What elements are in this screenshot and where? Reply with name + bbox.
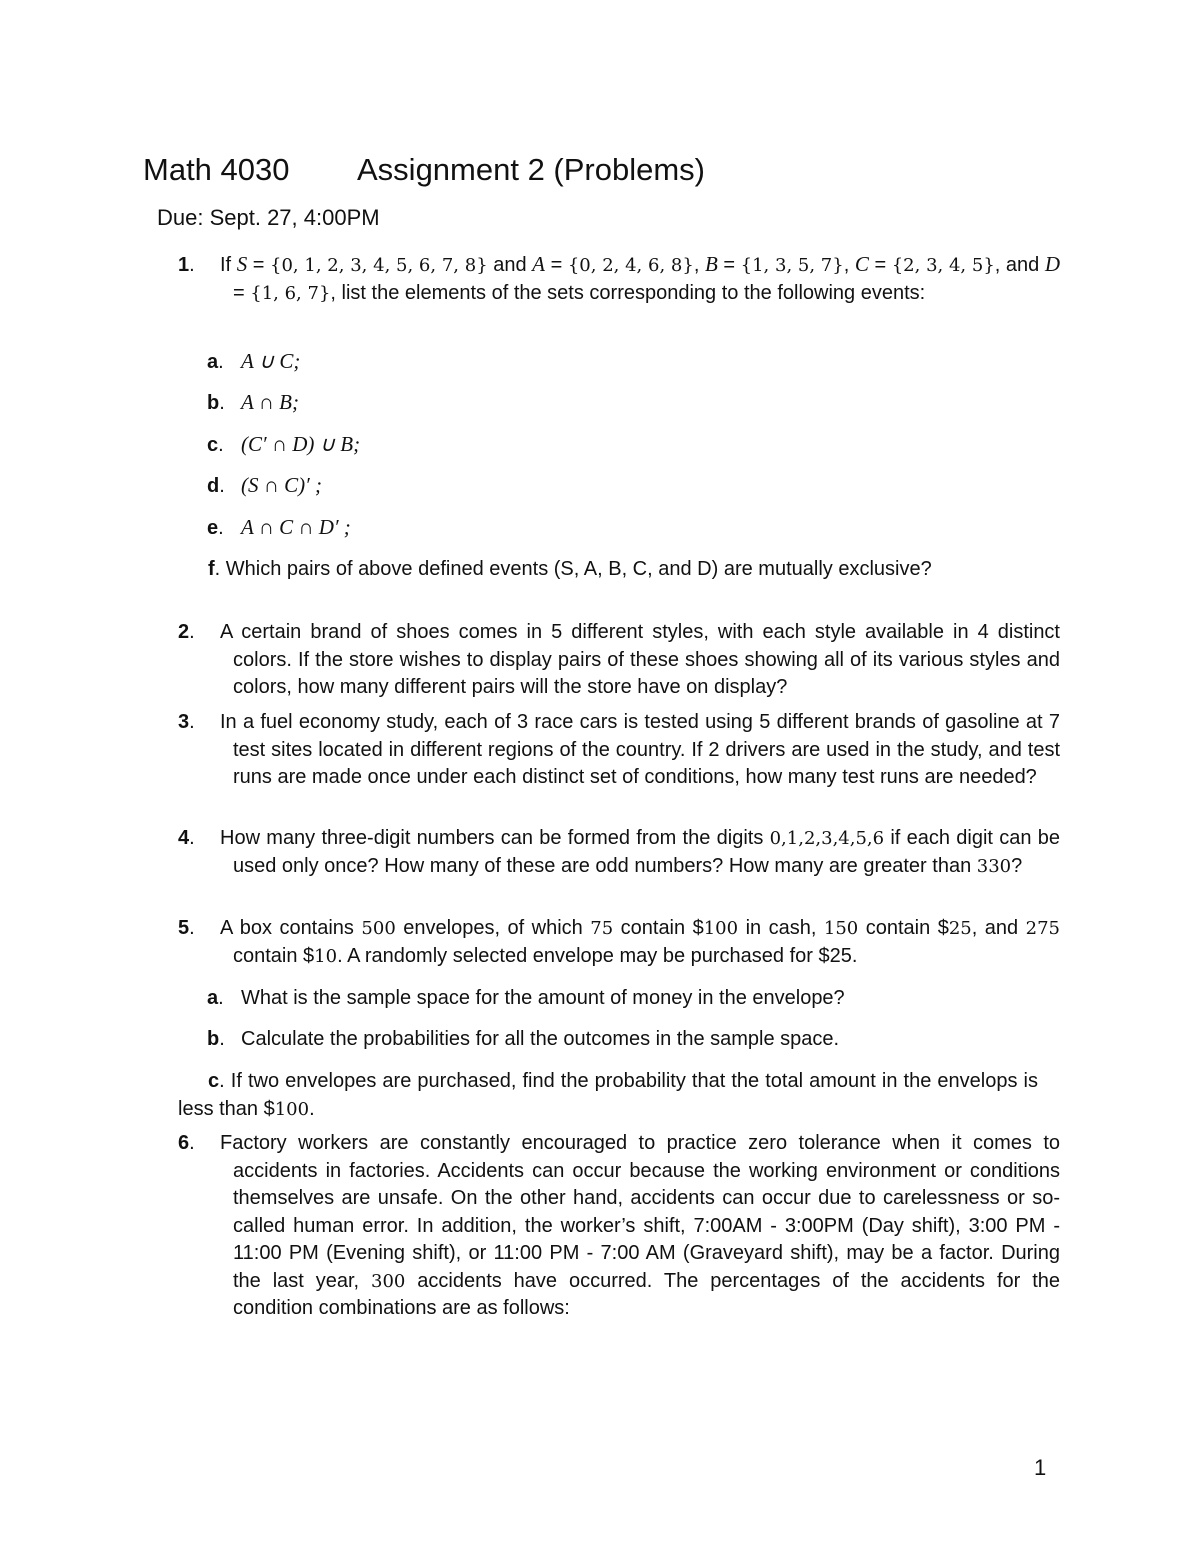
page-title bbox=[143, 152, 705, 188]
problem-5a: a. What is the sample space for the amount of money in the envelope? bbox=[207, 987, 845, 1009]
problem-number: 1 bbox=[178, 254, 190, 276]
problem-5b: b. Calculate the probabilities for all the outcomes in the sample space. bbox=[207, 1028, 840, 1050]
page-number: 1 bbox=[1034, 1455, 1047, 1480]
problem-3: 3. In a fuel economy study, each of 3 race cars is tested using 5 different brands of gasoline at 7 test sites located in different regions of the country. If 2 drivers are used in the study, and test runs are made once under each distinct set of conditions, how many test runs are needed? bbox=[178, 711, 1060, 788]
problem-5: 5. A box contains 500 envelopes, of which 75 contain $100 in cash, 150 contain $25, and 275 contain $10. A randomly selected envelope may be purchased for $25. bbox=[178, 917, 1060, 967]
problem-6: 6. Factory workers are constantly encouraged to practice zero tolerance when it comes to accidents in factories. Accidents can occur because the working environment or conditions themselves are unsafe. On the other hand, accidents can occur due to carelessness or so-called human error. In addition, the worker’s shift, 7:00AM - 3:00PM (Day shift), 3:00 PM - 11:00 PM (Evening shift), or 11:00 PM - 7:00 AM (Graveyard shift), may be a factor. During the last year, 300 accidents have occurred. The percentages of the accidents for the condition combinations are as follows: bbox=[178, 1132, 1060, 1319]
assignment-name: Assignment 2 (Problems) bbox=[357, 152, 706, 187]
course-name: Math 4030 bbox=[143, 152, 290, 187]
problem-1f: f. Which pairs of above defined events (S, A, B, C, and D) are mutually exclusive? bbox=[208, 558, 932, 580]
problem-5c: c. If two envelopes are purchased, find the probability that the total amount in the envelops is less than $100. bbox=[178, 1070, 1039, 1120]
due-date: Due: Sept. 27, 4:00PM bbox=[157, 205, 380, 230]
problem-1e: e. A ∩ C ∩ D′ ; bbox=[207, 515, 351, 539]
problem-1b: b. A ∩ B; bbox=[207, 390, 299, 414]
problem-1d: d. (S ∩ C)′ ; bbox=[207, 473, 322, 497]
problem-1c: c. (C′ ∩ D) ∪ B; bbox=[207, 432, 361, 456]
problem-1: 1. If S = {0, 1, 2, 3, 4, 5, 6, 7, 8} and A = {0, 2, 4, 6, 8}, B = {1, 3, 5, 7}, C = {2, 3, 4, 5}, and D = {1, 6, 7}, list the elements of the sets corresponding to the following events: bbox=[178, 252, 1061, 304]
problem-2: 2. A certain brand of shoes comes in 5 different styles, with each style available in 4 distinct colors. If the store wishes to display pairs of these shoes showing all of its various styles and colors, how many different pairs will the store have on display? bbox=[178, 621, 1060, 698]
problem-4: 4. How many three-digit numbers can be formed from the digits 0,1,2,3,4,5,6 if each digit can be used only once? How many of these are odd numbers? How many are greater than 330? bbox=[178, 827, 1060, 877]
problem-1a: a. A ∪ C; bbox=[207, 349, 301, 373]
